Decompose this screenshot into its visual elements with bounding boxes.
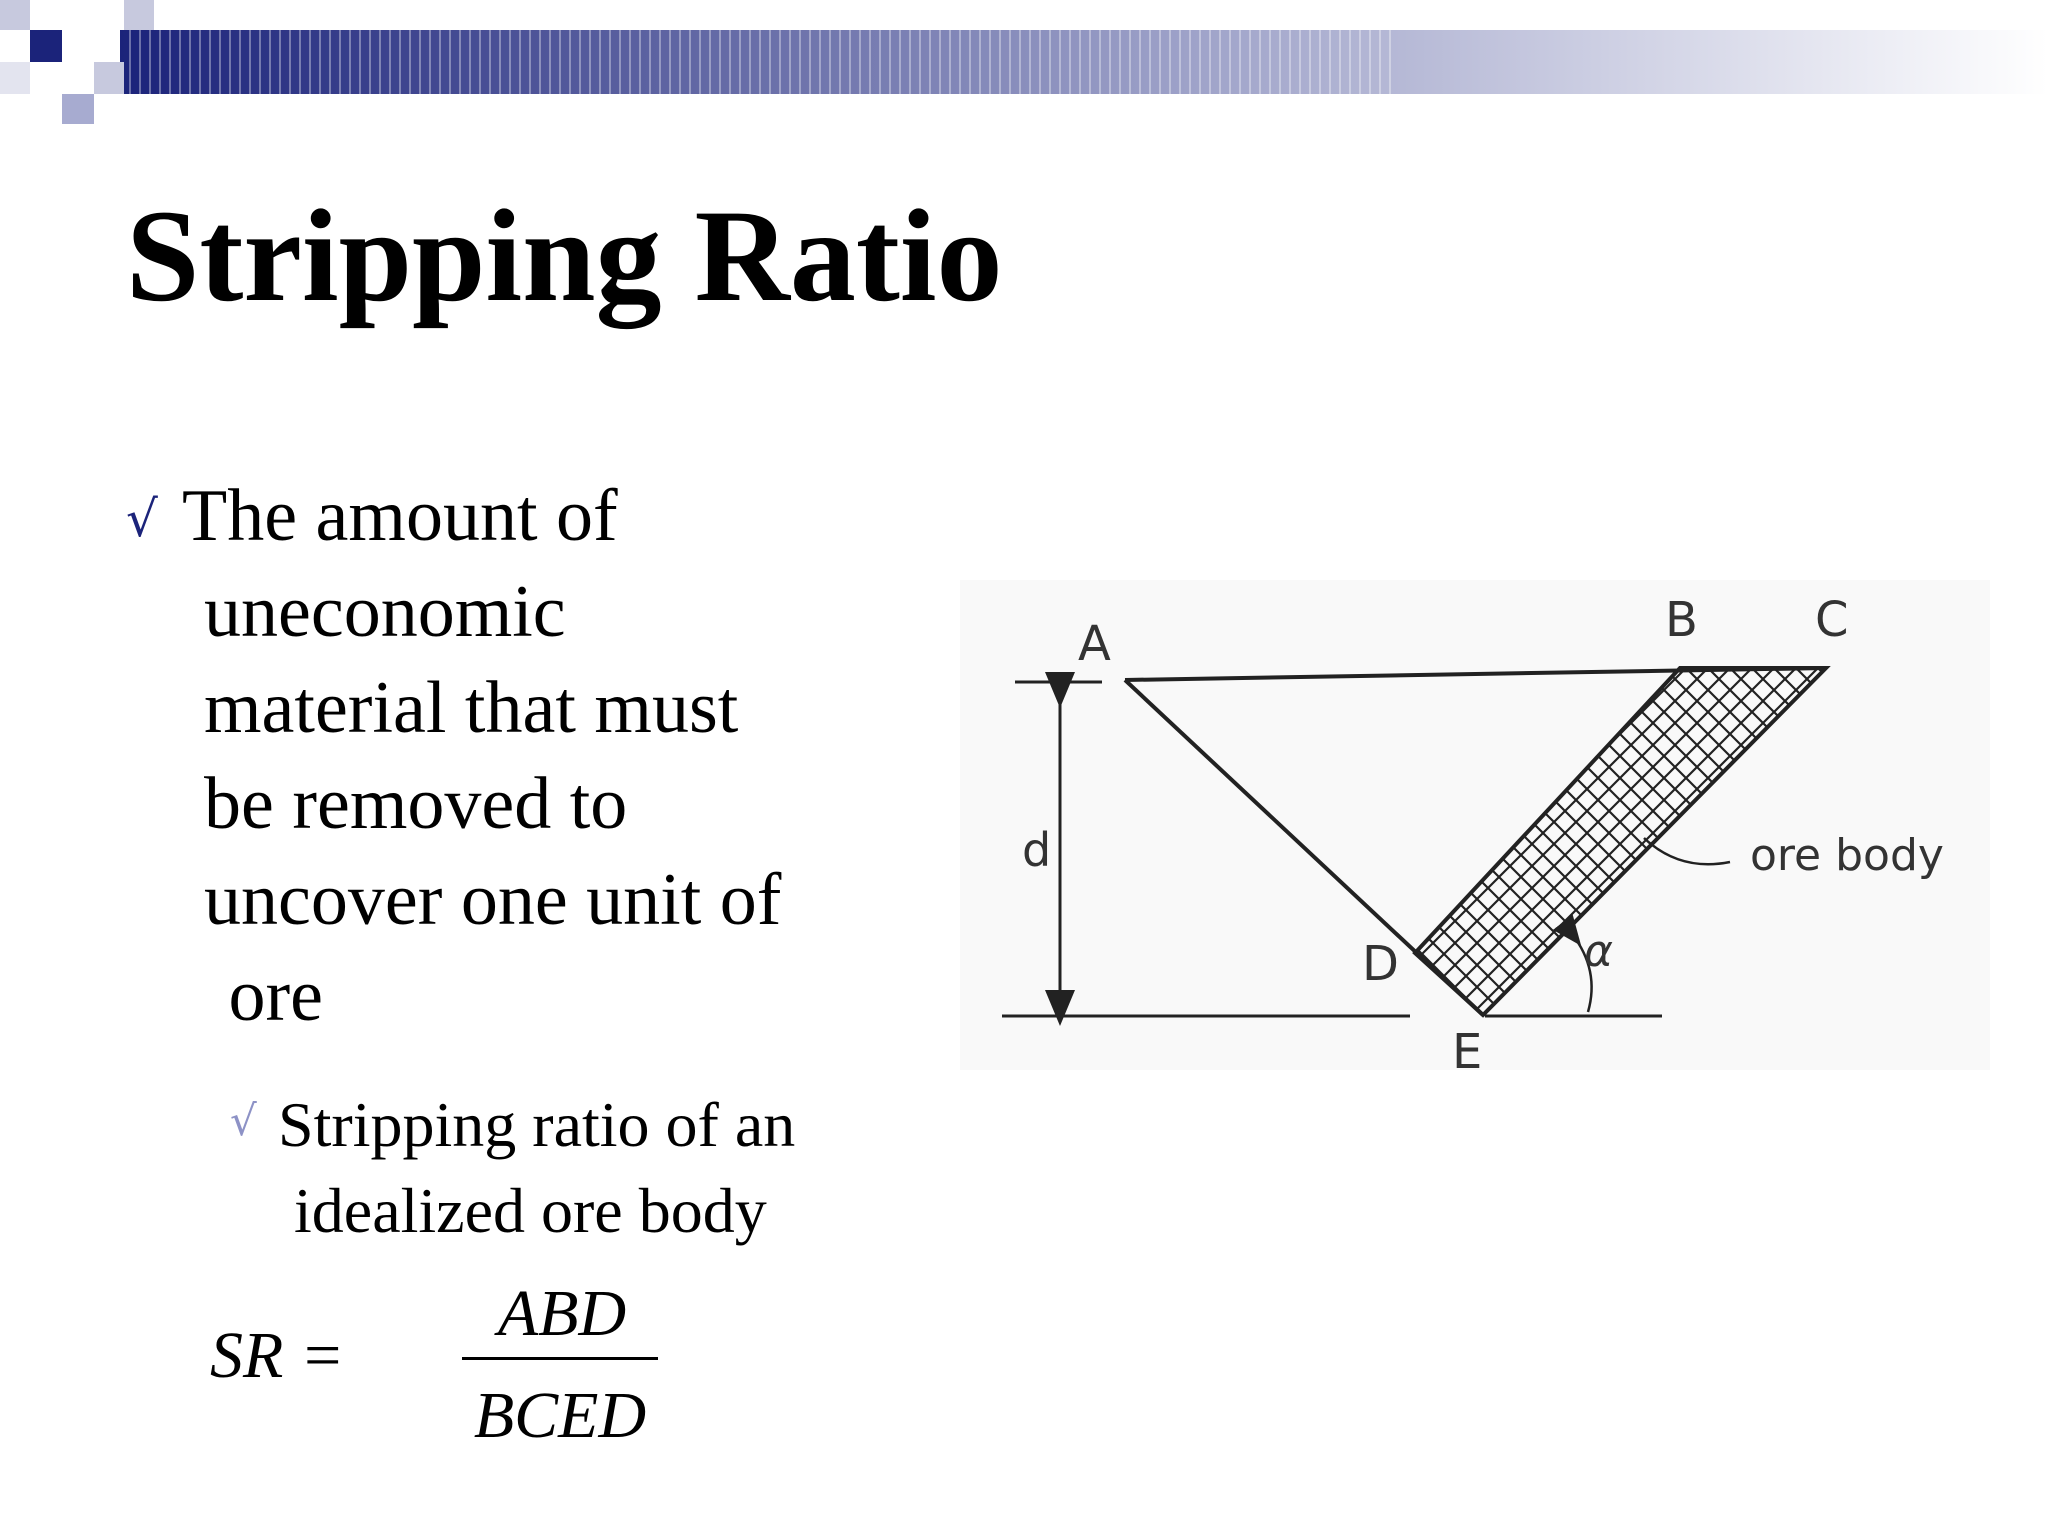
header-square-light-1 <box>0 0 30 30</box>
bullet-main-line: be removed to <box>204 763 628 845</box>
sub-bullet-check-icon: √ <box>230 1096 257 1145</box>
header-square-light-4 <box>124 0 154 30</box>
point-label-b: B <box>1665 592 1698 648</box>
header-square-light-2 <box>62 94 94 124</box>
ore-body-diagram <box>960 580 1990 1070</box>
point-label-d: D <box>1362 936 1399 992</box>
sub-bullet-line: idealized ore body <box>294 1175 767 1246</box>
point-label-a: A <box>1078 616 1111 672</box>
bullet-main-line: uncover one unit of <box>204 859 782 941</box>
formula-denominator: BCED <box>473 1379 647 1452</box>
bullet-main-line: The amount of <box>182 475 618 557</box>
header-decoration <box>0 0 2048 130</box>
point-label-e: E <box>1452 1024 1483 1070</box>
formula-lhs: SR = <box>210 1319 345 1392</box>
ore-body-label: ore body <box>1750 830 1944 881</box>
bullet-check-icon: √ <box>126 490 158 548</box>
bullet-main-line: uneconomic <box>204 571 566 653</box>
header-square-dark <box>30 30 62 62</box>
bullet-main-line: material that must <box>204 667 739 749</box>
fraction-bar <box>462 1357 658 1360</box>
header-square-light-5 <box>0 62 30 94</box>
formula-numerator: ABD <box>497 1277 627 1350</box>
header-square-light-3 <box>94 62 124 94</box>
depth-label: d <box>1022 823 1052 877</box>
slide-title: Stripping Ratio <box>126 182 1003 329</box>
header-stripes <box>130 30 1390 94</box>
bullet-main-text <box>182 468 902 1044</box>
point-label-c: C <box>1815 592 1849 648</box>
sub-bullet-text <box>278 1082 878 1254</box>
bullet-main-line: ore <box>210 955 323 1037</box>
angle-label: α <box>1584 926 1614 977</box>
sub-bullet-line: Stripping ratio of an <box>278 1089 796 1160</box>
